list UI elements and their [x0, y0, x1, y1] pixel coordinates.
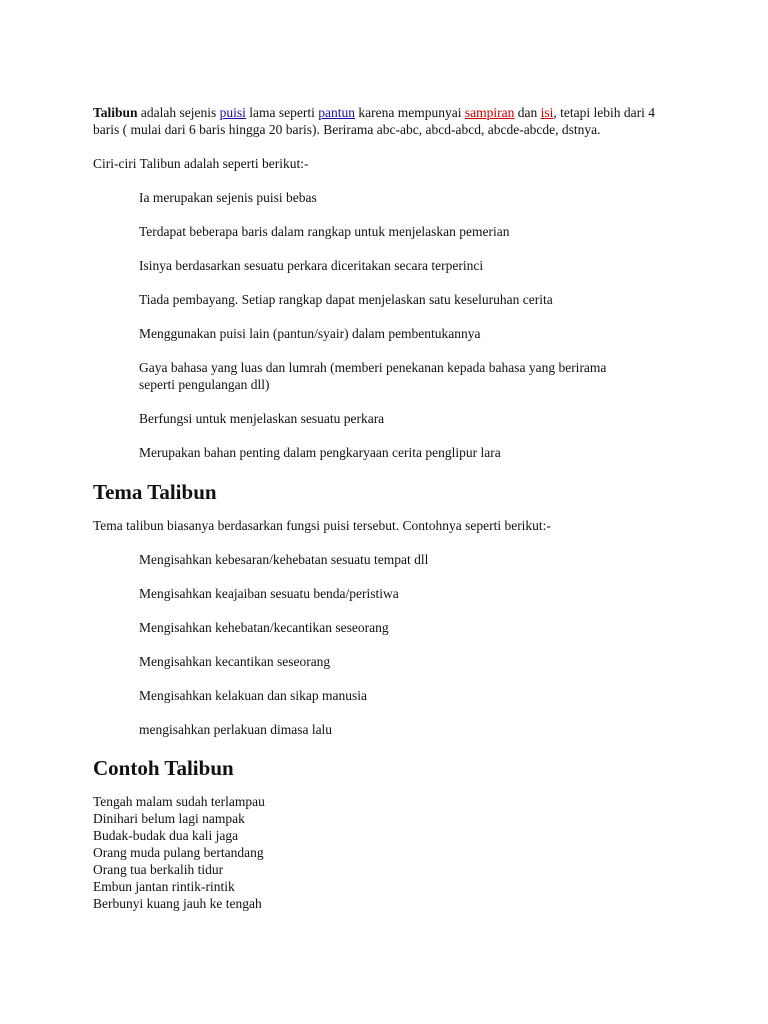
document-page — [93, 104, 673, 912]
list-item: Berfungsi untuk menjelaskan sesuatu perkara — [139, 411, 385, 426]
heading-contoh: Contoh Talibun — [93, 756, 234, 780]
list-item: Mengisahkan keajaiban sesuatu benda/peristiwa — [139, 586, 399, 601]
intro-text-4: dan — [514, 105, 541, 120]
poem-block — [93, 793, 673, 912]
list-item: Menggunakan puisi lain (pantun/syair) dalam pembentukannya — [139, 326, 481, 341]
link-puisi[interactable]: puisi — [219, 105, 246, 120]
list-item: Mengisahkan kelakuan dan sikap manusia — [139, 688, 367, 703]
list-item: Terdapat beberapa baris dalam rangkap untuk menjelaskan pemerian — [139, 224, 510, 239]
heading-tema: Tema Talibun — [93, 480, 217, 504]
poem-line: Orang muda pulang bertandang — [93, 845, 264, 860]
list-item: Gaya bahasa yang luas dan lumrah (memberi penekanan kepada bahasa yang berirama seperti pengulangan dll) — [139, 360, 607, 392]
tema-list — [93, 551, 673, 738]
ciri-intro: Ciri-ciri Talibun adalah seperti berikut:- — [93, 156, 309, 171]
poem-line: Berbunyi kuang jauh ke tengah — [93, 896, 262, 911]
intro-text-3: karena mempunyai — [355, 105, 465, 120]
list-item: Isinya berdasarkan sesuatu perkara diceritakan secara terperinci — [139, 258, 484, 273]
list-item: Mengisahkan kehebatan/kecantikan seseorang — [139, 620, 389, 635]
tema-intro: Tema talibun biasanya berdasarkan fungsi puisi tersebut. Contohnya seperti berikut:- — [93, 518, 551, 533]
list-item: Merupakan bahan penting dalam pengkaryaan cerita penglipur lara — [139, 445, 501, 460]
term-talibun: Talibun — [93, 105, 138, 120]
link-pantun[interactable]: pantun — [318, 105, 356, 120]
poem-line: Orang tua berkalih tidur — [93, 862, 224, 877]
ciri-list — [93, 189, 673, 461]
intro-text-1: adalah sejenis — [137, 105, 220, 120]
list-item: Mengisahkan kebesaran/kehebatan sesuatu tempat dll — [139, 552, 429, 567]
poem-line: Tengah malam sudah terlampau — [93, 794, 265, 809]
link-isi[interactable]: isi — [540, 105, 554, 120]
poem-line: Budak-budak dua kali jaga — [93, 828, 239, 843]
poem-line: Embun jantan rintik-rintik — [93, 879, 235, 894]
link-sampiran[interactable]: sampiran — [464, 105, 515, 120]
intro-text-2: lama seperti — [245, 105, 319, 120]
list-item: Mengisahkan kecantikan seseorang — [139, 654, 331, 669]
list-item: Ia merupakan sejenis puisi bebas — [139, 190, 317, 205]
intro-text-5: , tetapi lebih dari 4 baris ( mulai dari 6 baris hingga 20 baris). Berirama abc-abc, abcd-abcd, abcde-abcde, dstnya. — [93, 105, 655, 137]
list-item: Tiada pembayang. Setiap rangkap dapat menjelaskan satu keseluruhan cerita — [139, 292, 553, 307]
poem-line: Dinihari belum lagi nampak — [93, 811, 245, 826]
list-item: mengisahkan perlakuan dimasa lalu — [139, 722, 333, 737]
intro-paragraph — [93, 104, 673, 138]
